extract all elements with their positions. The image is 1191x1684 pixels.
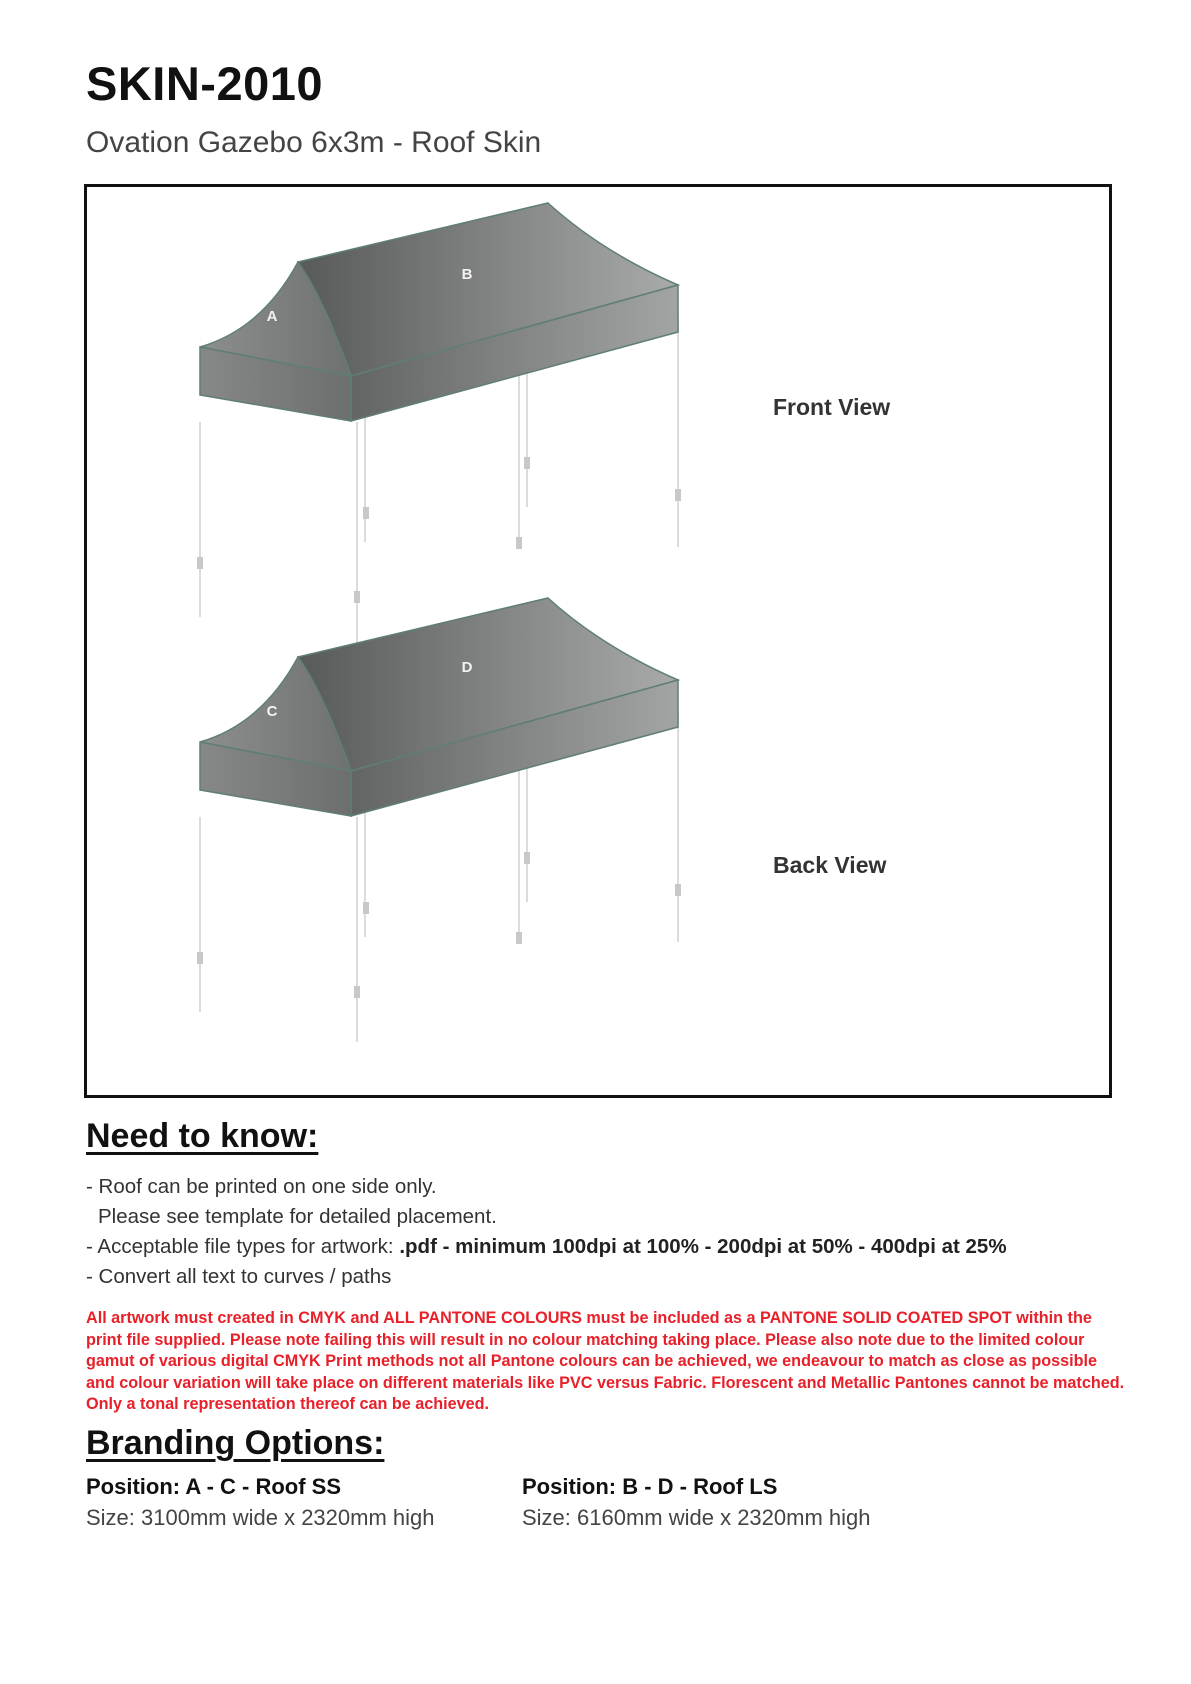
front-view-label: Front View: [773, 394, 891, 420]
branding-position: Position: B - D - Roof LS: [522, 1474, 778, 1499]
gazebo-diagram-frame: [84, 184, 1112, 1098]
need-to-know-heading: Need to know:: [86, 1117, 319, 1155]
branding-position: Position: A - C - Roof SS: [86, 1474, 342, 1499]
back-view-gazebo: [197, 598, 681, 1042]
panel-label-b: B: [461, 266, 473, 283]
branding-size: Size: 3100mm wide x 2320mm high: [86, 1505, 435, 1530]
note-item: Please see template for detailed placement.: [98, 1205, 497, 1228]
back-view-label: Back View: [773, 852, 887, 878]
branding-size: Size: 6160mm wide x 2320mm high: [522, 1505, 871, 1530]
note-text: - Acceptable file types for artwork:: [86, 1235, 400, 1258]
note-item: - Roof can be printed on one side only.: [86, 1175, 437, 1198]
note-item: [86, 1232, 1007, 1262]
panel-label-d: D: [461, 659, 473, 676]
branding-option-a-c: [86, 1474, 435, 1531]
gazebo-diagram: [87, 187, 1109, 1095]
branding-options-heading: Branding Options:: [86, 1424, 385, 1462]
branding-option-b-d: [522, 1474, 871, 1531]
note-item: - Convert all text to curves / paths: [86, 1265, 392, 1288]
document-subtitle: Ovation Gazebo 6x3m - Roof Skin: [86, 126, 542, 159]
need-to-know-list: [86, 1172, 1007, 1292]
document-title: SKIN-2010: [86, 57, 323, 110]
file-requirements: .pdf - minimum 100dpi at 100% - 200dpi at 50% - 400dpi at 25%: [399, 1235, 1007, 1258]
colour-warning: All artwork must created in CMYK and ALL PANTONE COLOURS must be included as a PANTONE SOLID COATED SPOT within the print file supplied. Please note failing this will result in no colour matching taking place. Please also note due to the limited colour gamut of various digital CMYK Print methods not all Pantone colours can be achieved, we endeavour to match as close as possible and colour variation will take place on different materials like PVC versus Fabric. Florescent and Metallic Pantones cannot be matched. Only a tonal representation thereof can be achieved.: [86, 1309, 1125, 1413]
front-view-gazebo: [197, 203, 681, 647]
panel-label-c: C: [266, 703, 278, 720]
panel-label-a: A: [266, 308, 278, 325]
